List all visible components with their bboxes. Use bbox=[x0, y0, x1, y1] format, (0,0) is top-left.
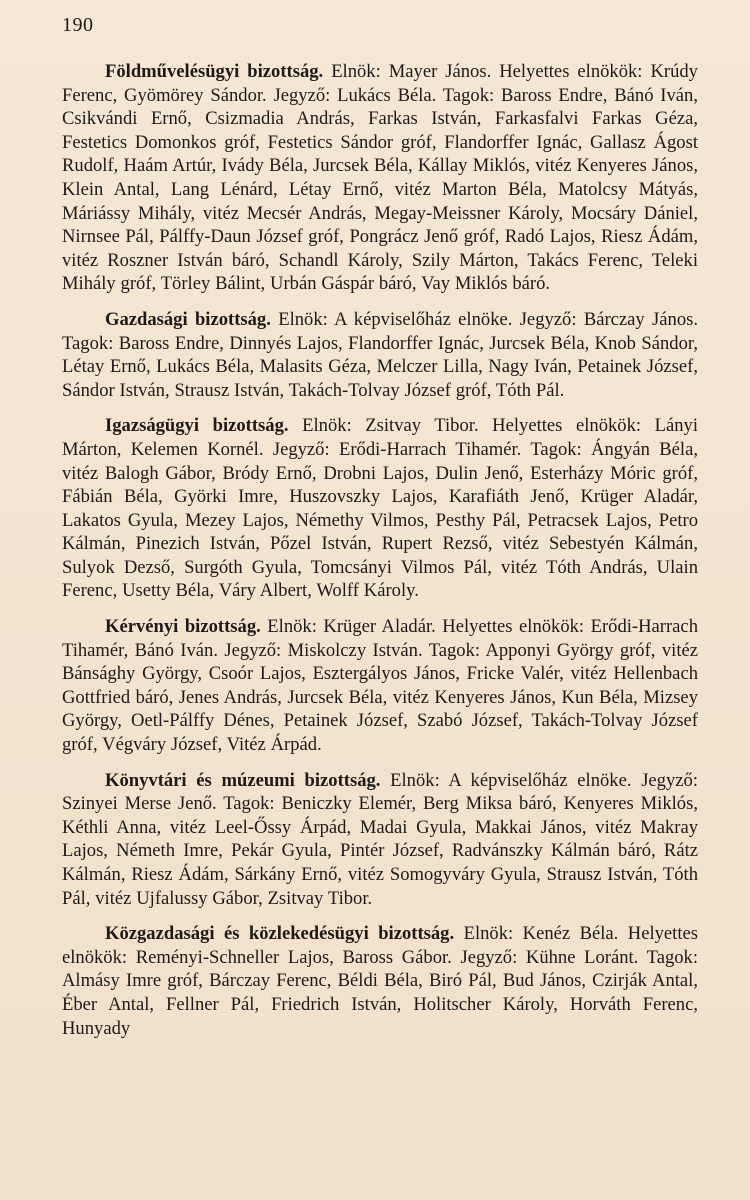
committee-heading: Földművelésügyi bizottság. bbox=[105, 61, 324, 82]
committee-entry bbox=[62, 769, 698, 911]
committee-text: Elnök: Krüger Aladár. Helyettes elnökök: Erődi-Harrach Tihamér, Bánó Iván. Jegyző: Miskolczy István. Tagok: Apponyi György gróf, vitéz Bánsághy György, Csoór Lajos, Esztergályos János, Fricke Valér, vitéz Hellenbach Gottfried báró, Jenes András, Jurcsek Béla, vitéz Kenyeres János, Kun Béla, Mizsey György, Oetl-Pálffy Dénes, Petainek József, Szabó József, Takách-Tolvay József gróf, Végváry József, Vitéz Árpád. bbox=[62, 616, 698, 756]
committee-entry bbox=[62, 922, 698, 1040]
committee-text: Elnök: Kenéz Béla. Helyettes elnökök: Reményi-Schneller Lajos, Baross Gábor. Jegyző: Kühne Loránt. Tagok: Almásy Imre gróf, Bárczay Ferenc, Béldi Béla, Biró Pál, Bud János, Czirják Antal, Éber Antal, Fellner Pál, Friedrich István, Holitscher Károly, Horváth Ferenc, Hunyady bbox=[62, 923, 698, 1039]
committee-entry bbox=[62, 615, 698, 757]
page-number: 190 bbox=[62, 14, 94, 36]
committee-heading: Igazságügyi bizottság. bbox=[105, 415, 289, 437]
committee-entry bbox=[62, 308, 698, 402]
committee-text: Elnök: A képviselőház elnöke. Jegyző: Bárczay János. Tagok: Baross Endre, Dinnyés Lajos, Flandorffer Ignác, Jurcsek Béla, Knob Sándor, Létay Ernő, Lukács Béla, Malasits Géza, Melczer Lilla, Nagy Iván, Petainek József, Sándor István, Strausz István, Takách-Tolvay József gróf, Tóth Pál. bbox=[62, 308, 698, 401]
committee-text: Elnök: A képviselőház elnöke. Jegyző: Szinyei Merse Jenő. Tagok: Beniczky Elemér, Berg Miksa báró, Kenyeres Miklós, Kéthli Anna, vitéz Leel-Őssy Árpád, Madai Gyula, Makkai János, vitéz Makray Lajos, Németh Imre, Pekár Gyula, Pintér József, Radvánszky Kálmán báró, Rátz Kálmán, Riesz Ádám, Sárkány Ernő, vitéz Somogyváry Gyula, Strausz István, Tóth Pál, vitéz Ujfalussy Gábor, Zsitvay Tibor. bbox=[62, 769, 698, 909]
committee-entry bbox=[62, 414, 698, 603]
committee-heading: Kérvényi bizottság. bbox=[105, 616, 261, 638]
committee-heading: Könyvtári és múzeumi bizottság. bbox=[105, 769, 381, 791]
committee-heading: Közgazdasági és közlekedésügyi bizottság. bbox=[105, 923, 455, 945]
committee-list bbox=[62, 60, 698, 1052]
committee-heading: Gazdasági bizottság. bbox=[105, 308, 271, 330]
committee-text: Elnök: Mayer János. Helyettes elnökök: Krúdy Ferenc, Gyömörey Sándor. Jegyző: Lukács Béla. Tagok: Baross Endre, Bánó Iván, Csikvándi Ernő, Csizmadia András, Farkas István, Farkasfalvi Farkas Géza, Festetics Domonkos gróf, Festetics Sándor gróf, Flandorffer Ignác, Gallasz Ágost Rudolf, Haám Artúr, Ivády Béla, Jurcsek Béla, Kállay Miklós, vitéz Kenyeres János, Klein Antal, Lang Lénárd, Létay Ernő, vitéz Marton Béla, Matolcsy Mátyás, Máriássy Mihály, vitéz Mecsér András, Megay-Meissner Károly, Mocsáry Dániel, Nirnsee Pál, Pálffy-Daun József gróf, Pongrácz Jenő gróf, Radó Lajos, Riesz Ádám, vitéz Roszner István báró, Schandl Károly, Szily Márton, Takács Ferenc, Teleki Mihály gróf, Törley Bálint, Urbán Gáspár báró, Vay Miklós báró. bbox=[62, 61, 698, 295]
committee-entry bbox=[62, 60, 698, 296]
committee-text: Elnök: Zsitvay Tibor. Helyettes elnökök: Lányi Márton, Kelemen Kornél. Jegyző: Erődi-Harrach Tihamér. Tagok: Ángyán Béla, vitéz Balogh Gábor, Bródy Ernő, Drobni Lajos, Dulin Jenő, Esterházy Móric gróf, Fábián Béla, Györki Imre, Huszovszky Lajos, Karafiáth Jenő, Krüger Aladár, Lakatos Gyula, Mezey Lajos, Némethy Vilmos, Pesthy Pál, Petracsek Lajos, Petro Kálmán, Pinezich István, Pőzel István, Rupert Rezső, vitéz Sebestyén Kálmán, Sulyok Dezső, Surgóth Gyula, Tomcsányi Vilmos Pál, vitéz Tóth András, Ulain Ferenc, Usetty Béla, Váry Albert, Wolff Károly. bbox=[62, 415, 699, 602]
